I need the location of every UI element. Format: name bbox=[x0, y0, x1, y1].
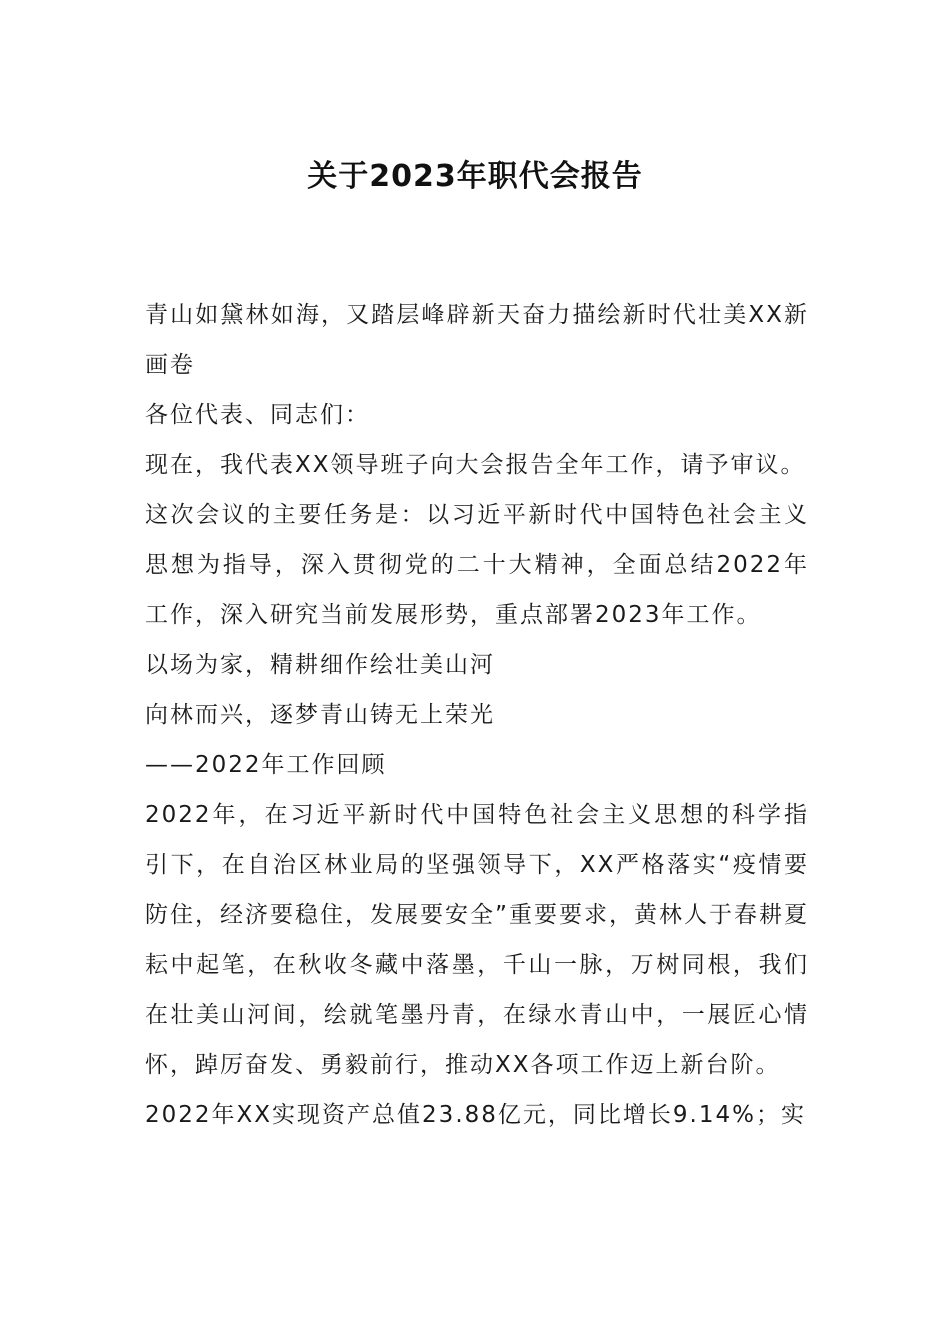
paragraph-slogan-2: 向林而兴，逐梦青山铸无上荣光 bbox=[145, 702, 495, 728]
paragraph-intro: 现在，我代表XX领导班子向大会报告全年工作，请予审议。 bbox=[145, 452, 806, 478]
paragraph-review: 2022年，在习近平新时代中国特色社会主义思想的科学指引下，在自治区林业局的坚强领导下，XX严格落实“疫情要防住，经济要稳住，发展要安全”重要要求，黄林人于春耕夏耘中起笔，在秋收冬藏中落墨，千山一脉，万树同根，我们在壮美山河间，绘就笔墨丹青，在绿水青山中，一展匠心情怀，踔厉奋发、勇毅前行，推动XX各项工作迈上新台阶。 bbox=[145, 802, 809, 1078]
paragraph-slogan-1: 以场为家，精耕细作绘壮美山河 bbox=[145, 652, 495, 678]
document-title: 关于2023年职代会报告 bbox=[307, 159, 643, 194]
paragraph-stats: 2022年XX实现资产总值23.88亿元，同比增长9.14%；实 bbox=[145, 1102, 806, 1128]
paragraph-heading-line: 青山如黛林如海，又踏层峰辟新天奋力描绘新时代壮美XX新画卷 bbox=[145, 302, 809, 378]
document-body bbox=[145, 290, 809, 1140]
paragraph-meeting-task: 这次会议的主要任务是：以习近平新时代中国特色社会主义思想为指导，深入贯彻党的二十大精神，全面总结2022年工作，深入研究当前发展形势，重点部署2023年工作。 bbox=[145, 502, 809, 628]
paragraph-salutation: 各位代表、同志们： bbox=[145, 402, 370, 428]
paragraph-section-heading: ——2022年工作回顾 bbox=[145, 752, 387, 778]
